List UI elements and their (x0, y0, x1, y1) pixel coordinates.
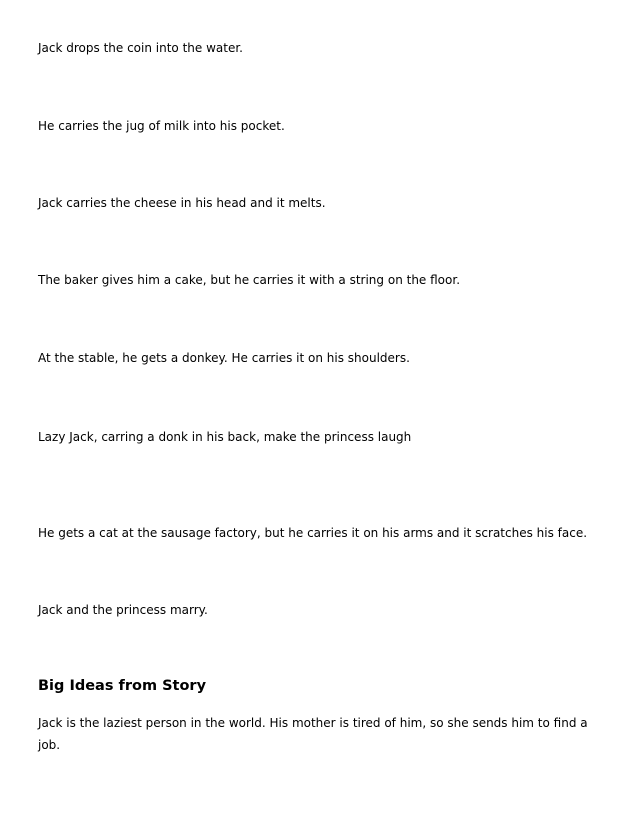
story-event-4: The baker gives him a cake, but he carries it with a string on the floor. (38, 273, 461, 287)
big-ideas-paragraph: Jack is the laziest person in the world. His mother is tired of him, so she sends him to find a job. (38, 716, 588, 752)
story-event-5: At the stable, he gets a donkey. He carries it on his shoulders. (38, 351, 410, 365)
story-event-1: Jack drops the coin into the water. (38, 41, 243, 55)
story-event-2: He carries the jug of milk into his pocket. (38, 119, 285, 133)
story-event-7: He gets a cat at the sausage factory, but he carries it on his arms and it scratches his face. (38, 526, 588, 540)
big-ideas-heading: Big Ideas from Story (38, 678, 207, 694)
story-event-8: Jack and the princess marry. (38, 603, 208, 617)
story-event-3: Jack carries the cheese in his head and it melts. (38, 196, 326, 210)
story-event-6: Lazy Jack, carring a donk in his back, make the princess laugh (38, 430, 412, 444)
